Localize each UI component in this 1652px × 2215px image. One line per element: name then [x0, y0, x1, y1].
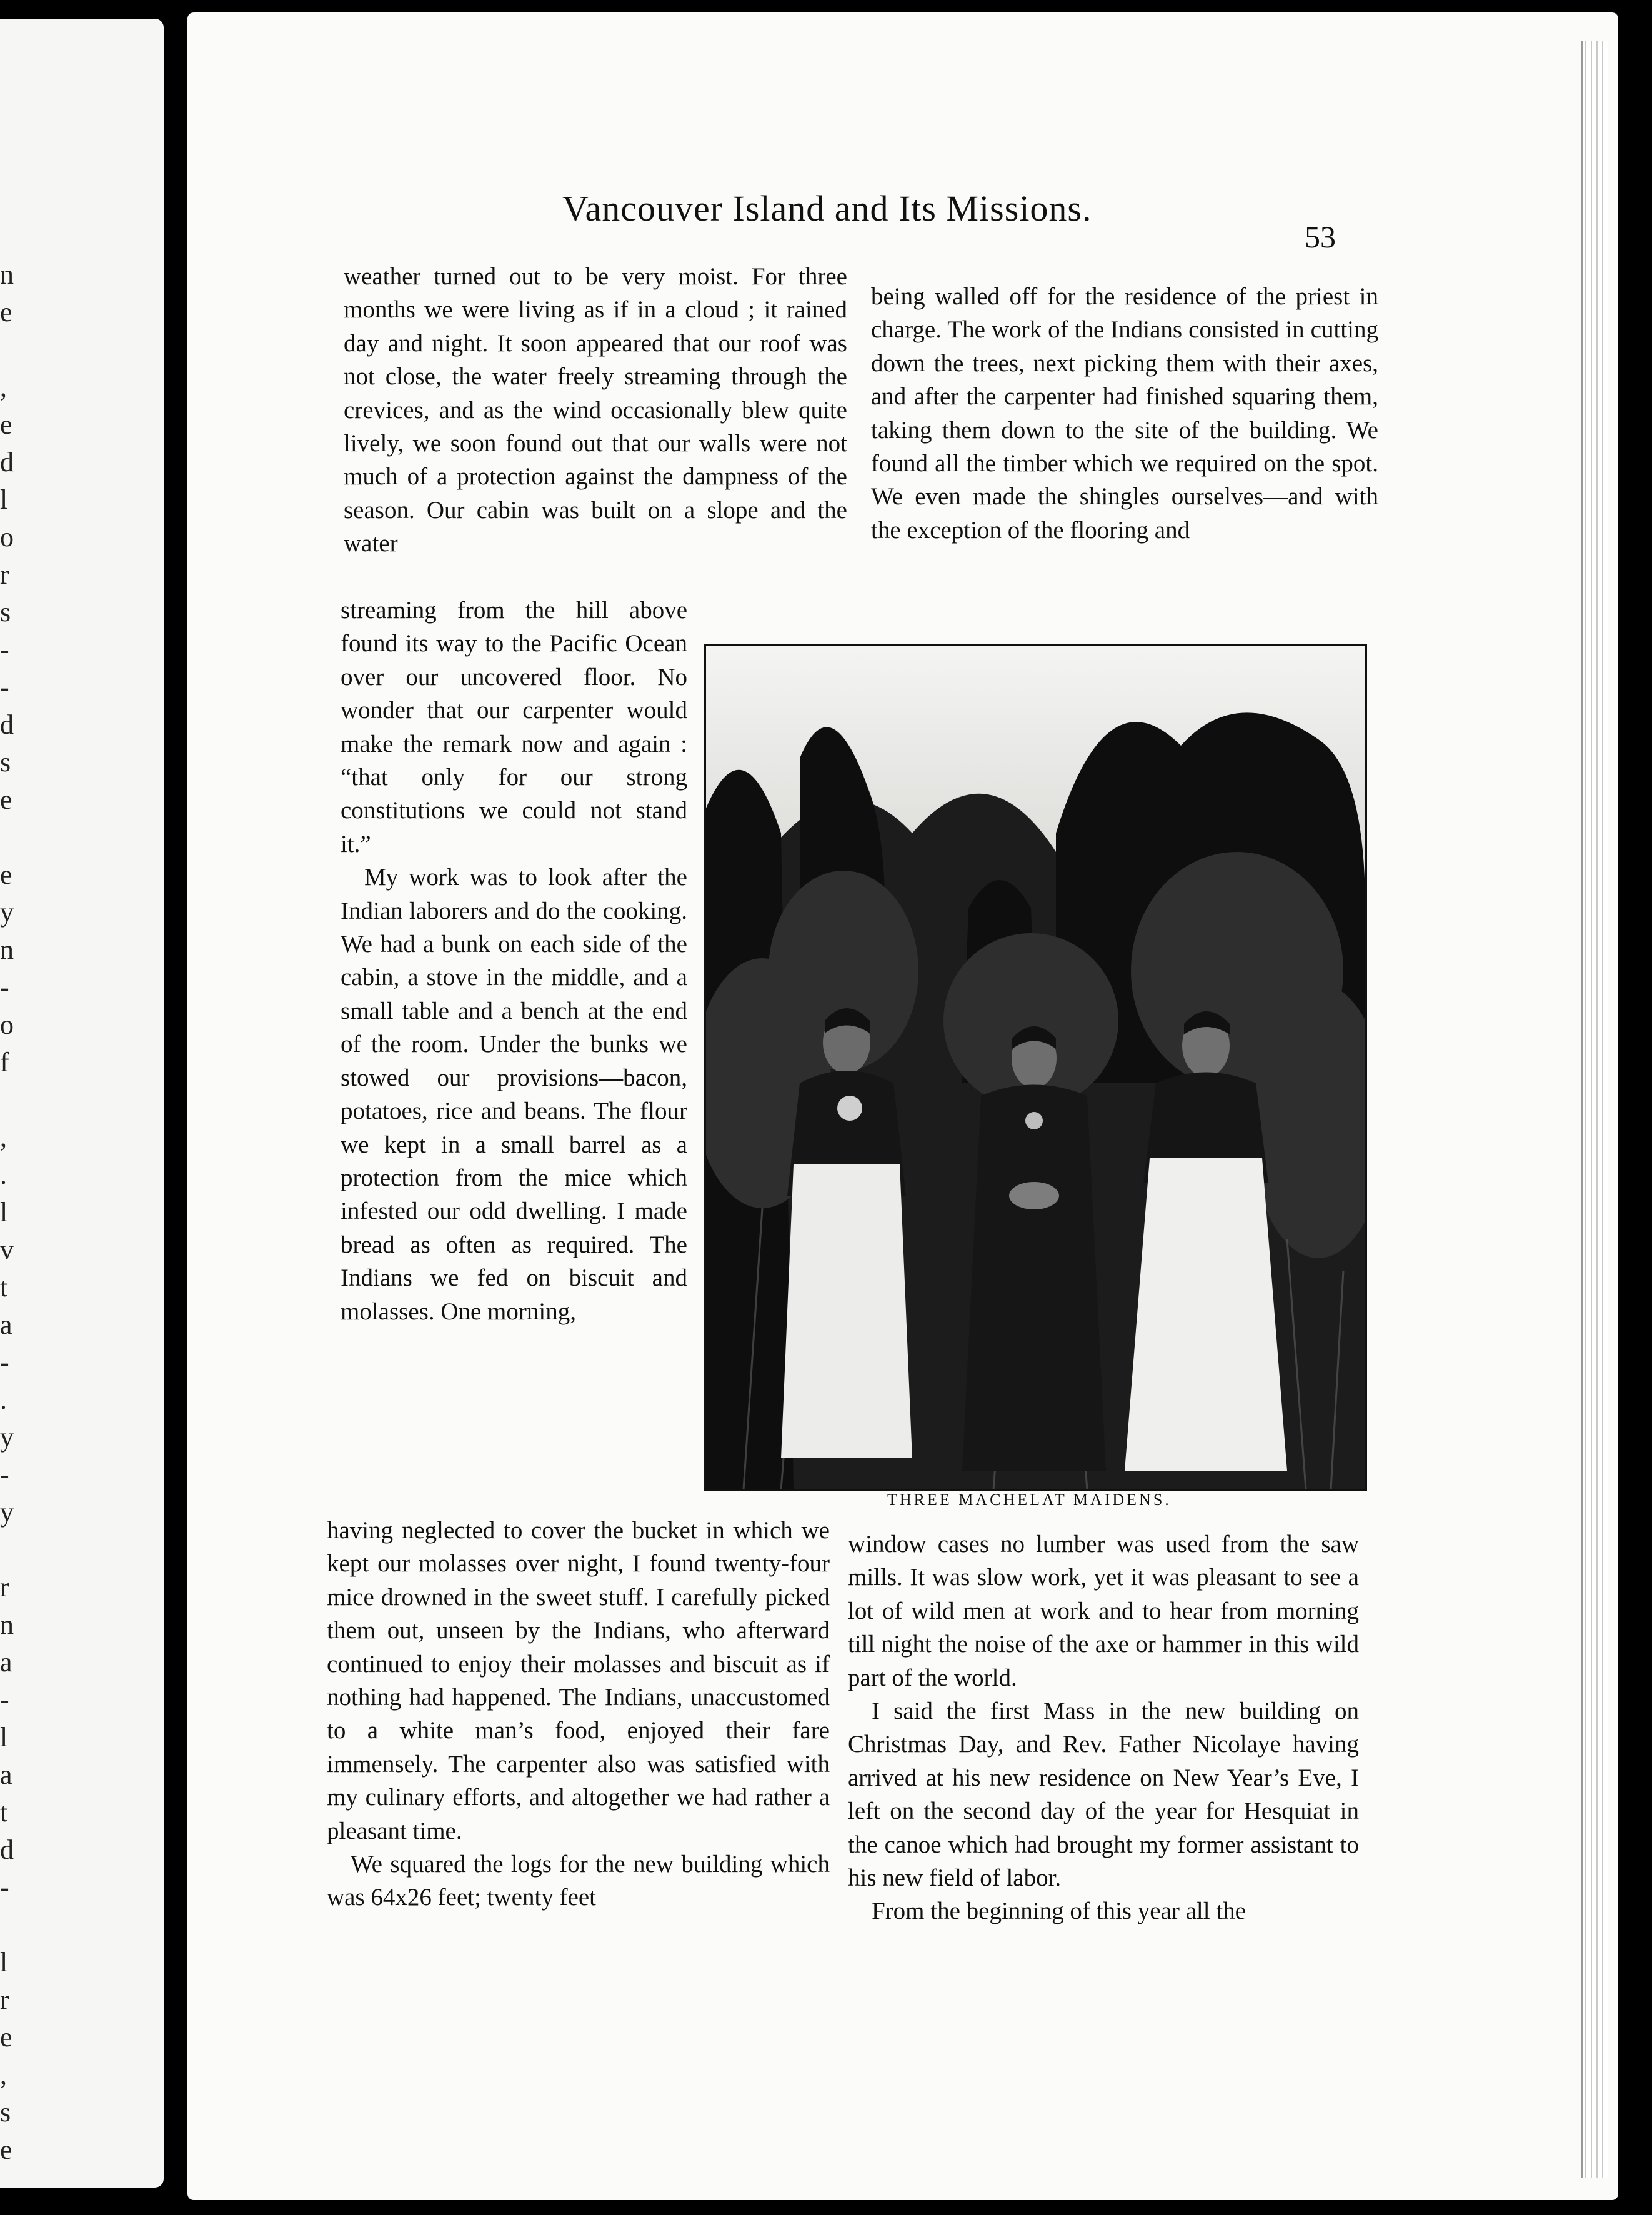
left-page-edge-text — [0, 256, 19, 2169]
edge-letter: o — [0, 1009, 14, 1040]
edge-letter: l — [0, 1197, 8, 1228]
edge-letter: e — [0, 409, 12, 440]
edge-letter — [0, 1081, 19, 1119]
page-number: 53 — [1305, 219, 1336, 254]
edge-letter: l — [0, 1947, 8, 1978]
right-column-top — [871, 280, 1378, 547]
paragraph: window cases no lumber was used from the saw mills. It was slow work, yet it was pleasant to see a lot of wild men at work and to hear from morning till night the noise of the axe or hammer in this wild part of the world. — [848, 1531, 1359, 1691]
paragraph: being walled off for the residence of the priest in charge. The work of the Indians consisted in cutting down the trees, next picking them with their axes, and after the carpenter had finished squaring them, taking them down to the site of the building. We found all the timber which we required on the spot. We even made the shingles ourselves—and with the exception of the flooring and — [871, 283, 1378, 544]
edge-letter: - — [0, 1872, 9, 1902]
edge-letter: r — [0, 1572, 9, 1602]
paragraph: weather turned out to be very moist. For three months we were living as if in a cloud ; it rained day and night. It soon appeared that our roof was not close, the water freely streaming through the crevices, and as the wind occasionally blew quite lively, we soon found out that our walls were not much of a protection against the dampness of the season. Our cabin was built on a slope and the water — [344, 263, 847, 558]
right-column-bottom — [848, 1528, 1359, 1928]
edge-letter: e — [0, 784, 12, 815]
edge-letter: n — [0, 259, 14, 290]
edge-letter: e — [0, 2022, 12, 2052]
edge-letter: a — [0, 1309, 12, 1340]
paragraph: streaming from the hill above found its way to the Pacific Ocean over our uncovered floor. No wonder that our carpenter would make the remark now and again : “that only for our strong constitutions we could not stand it.” — [341, 597, 687, 858]
edge-letter: d — [0, 709, 14, 740]
edge-letter: v — [0, 1234, 14, 1265]
edge-letter: a — [0, 1759, 12, 1790]
edge-letter: l — [0, 1722, 8, 1752]
running-title: Vancouver Island and Its Missions. — [562, 188, 1092, 229]
edge-letter: s — [0, 747, 11, 778]
edge-letter: t — [0, 1797, 8, 1828]
left-column-bottom — [327, 1514, 830, 1914]
paragraph: We squared the logs for the new building which was 64x26 feet; twenty feet — [327, 1851, 830, 1911]
paragraph: From the beginning of this year all the — [872, 1898, 1246, 1925]
edge-letter: r — [0, 559, 9, 590]
edge-letter: n — [0, 934, 14, 965]
edge-letter — [0, 1531, 19, 1569]
edge-letter: s — [0, 2097, 11, 2128]
edge-letter — [0, 331, 19, 369]
edge-letter: , — [0, 2059, 7, 2090]
edge-letter: . — [0, 1159, 7, 1190]
edge-letter: l — [0, 484, 8, 515]
edge-letter — [0, 819, 19, 856]
edge-letter: - — [0, 634, 9, 665]
edge-letter: d — [0, 447, 14, 478]
edge-letter: e — [0, 297, 12, 328]
edge-letter: e — [0, 2134, 12, 2165]
edge-letter: n — [0, 1609, 14, 1640]
edge-letter: - — [0, 672, 9, 702]
edge-letter — [0, 1906, 19, 1944]
paragraph: having neglected to cover the bucket in which we kept our molasses over night, I found twenty-four mice drowned in the sweet stuff. I carefully picked them out, unseen by the Indians, who afterward continued to enjoy their molasses and biscuit as if nothing had happened. The Indians, unaccustomed to a white man’s food, enjoyed their fare immensely. The carpenter also was satisfied with my culinary efforts, and altogether we had rather a pleasant time. — [327, 1517, 830, 1844]
edge-letter: a — [0, 1647, 12, 1678]
page-stack-edge — [1581, 41, 1608, 2178]
edge-letter: y — [0, 1422, 14, 1452]
edge-letter: , — [0, 1122, 7, 1152]
edge-letter: r — [0, 1984, 9, 2015]
edge-letter: s — [0, 597, 11, 628]
photograph-three-women — [704, 644, 1367, 1491]
photo-illustration — [706, 646, 1365, 1489]
edge-letter: - — [0, 1684, 9, 1715]
edge-letter: f — [0, 1047, 9, 1078]
left-column-narrow — [341, 594, 687, 1328]
left-page-strip — [0, 19, 164, 2188]
edge-letter: - — [0, 1459, 9, 1490]
edge-letter: y — [0, 897, 14, 928]
edge-letter: y — [0, 1497, 14, 1528]
edge-letter: t — [0, 1272, 8, 1302]
edge-letter: d — [0, 1834, 14, 1865]
edge-letter: . — [0, 1384, 7, 1415]
figure-caption: THREE MACHELAT MAIDENS. — [887, 1491, 1172, 1509]
paragraph: My work was to look after the Indian laborers and do the cooking. We had a bunk on each side of the cabin, a stove in the middle, and a small table and a bench at the end of the room. Under the bunks we stowed our provisions—bacon, potatoes, rice and beans. The flour we kept in a small barrel as a protection from the mice which infested our odd dwelling. I made bread as often as required. The Indians we fed on biscuit and molasses. One morning, — [341, 864, 687, 1325]
paragraph: I said the first Mass in the new building on Christmas Day, and Rev. Father Nicolaye having arrived at his new residence on New Year’s Eve, I left on the second day of the year for Hesquiat in the canoe which had brought my former assistant to his new field of labor. — [848, 1698, 1359, 1892]
edge-letter: o — [0, 522, 14, 552]
edge-letter: - — [0, 1347, 9, 1378]
edge-letter: , — [0, 372, 7, 402]
edge-letter: e — [0, 859, 12, 890]
edge-letter: - — [0, 972, 9, 1002]
left-column-top — [344, 260, 847, 561]
